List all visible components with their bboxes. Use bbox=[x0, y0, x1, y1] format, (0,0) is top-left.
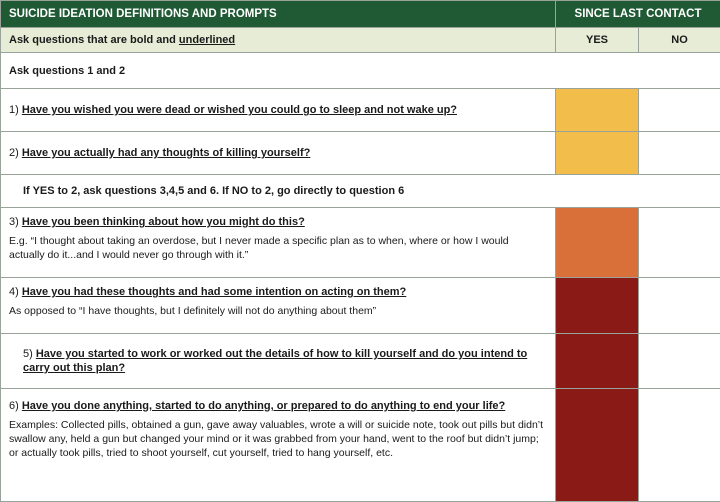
question-5-yes-cell[interactable] bbox=[556, 334, 639, 389]
question-row-5 bbox=[1, 334, 720, 389]
question-number: 3) bbox=[9, 216, 19, 228]
question-row-2 bbox=[1, 132, 720, 175]
question-1-yes-cell[interactable] bbox=[556, 89, 639, 132]
question-3-yes-cell[interactable] bbox=[556, 208, 639, 278]
question-number: 2) bbox=[9, 147, 19, 159]
instruction-underlined-word: underlined bbox=[179, 34, 235, 46]
question-5-no-cell[interactable] bbox=[639, 334, 720, 389]
table-header-row bbox=[1, 1, 720, 28]
question-3-no-cell[interactable] bbox=[639, 208, 720, 278]
question-6-example: Examples: Collected pills, obtained a gun, gave away valuables, wrote a will or suicide note, took out pills but didn’t swallow any, held a gun but changed your mind or it was grabbed from your hand, went to the roof but didn’t jump; or actually took pills, tried to shoot yourself, cut yourself, tried to hang yourself, etc. bbox=[9, 418, 547, 460]
question-4-yes-cell[interactable] bbox=[556, 278, 639, 334]
question-3-example: E.g. “I thought about taking an overdose, but I never made a specific plan as to when, where or how I would actually do it...and I would never go through with it.” bbox=[9, 234, 547, 262]
instruction-prefix: Ask questions that are bold and bbox=[9, 34, 179, 46]
question-row-1 bbox=[1, 89, 720, 132]
question-2-yes-cell[interactable] bbox=[556, 132, 639, 175]
bold-underlined-instruction bbox=[1, 28, 556, 53]
question-2-no-cell[interactable] bbox=[639, 132, 720, 175]
branch-instruction-row bbox=[1, 175, 720, 208]
since-last-contact-header: SINCE LAST CONTACT bbox=[556, 1, 720, 28]
question-5-text: Have you started to work or worked out the details of how to kill yourself and do you intend to carry out this plan? bbox=[23, 348, 527, 374]
ask-questions-1-2: Ask questions 1 and 2 bbox=[1, 53, 720, 89]
question-number: 5) bbox=[23, 348, 33, 360]
question-2-text: Have you actually had any thoughts of killing yourself? bbox=[22, 147, 311, 159]
instruction-row bbox=[1, 53, 720, 89]
question-row-4 bbox=[1, 278, 720, 334]
question-1-text: Have you wished you were dead or wished you could go to sleep and not wake up? bbox=[22, 104, 457, 116]
no-column-header: NO bbox=[639, 28, 720, 53]
question-4-example: As opposed to “I have thoughts, but I definitely will not do anything about them” bbox=[9, 304, 547, 318]
yes-column-header: YES bbox=[556, 28, 639, 53]
table-title: SUICIDE IDEATION DEFINITIONS AND PROMPTS bbox=[1, 1, 556, 28]
question-6-no-cell[interactable] bbox=[639, 389, 720, 502]
question-3-text: Have you been thinking about how you might do this? bbox=[22, 216, 305, 228]
branch-instruction: If YES to 2, ask questions 3,4,5 and 6. If NO to 2, go directly to question 6 bbox=[1, 175, 720, 208]
question-number: 1) bbox=[9, 104, 19, 116]
question-4-no-cell[interactable] bbox=[639, 278, 720, 334]
table-subheader-row bbox=[1, 28, 720, 53]
question-number: 6) bbox=[9, 400, 19, 412]
question-row-6 bbox=[1, 389, 720, 502]
question-4-text: Have you had these thoughts and had some intention on acting on them? bbox=[22, 286, 406, 298]
question-row-3 bbox=[1, 208, 720, 278]
question-1-no-cell[interactable] bbox=[639, 89, 720, 132]
question-6-text: Have you done anything, started to do anything, or prepared to do anything to end your life? bbox=[22, 400, 505, 412]
question-6-yes-cell[interactable] bbox=[556, 389, 639, 502]
question-number: 4) bbox=[9, 286, 19, 298]
